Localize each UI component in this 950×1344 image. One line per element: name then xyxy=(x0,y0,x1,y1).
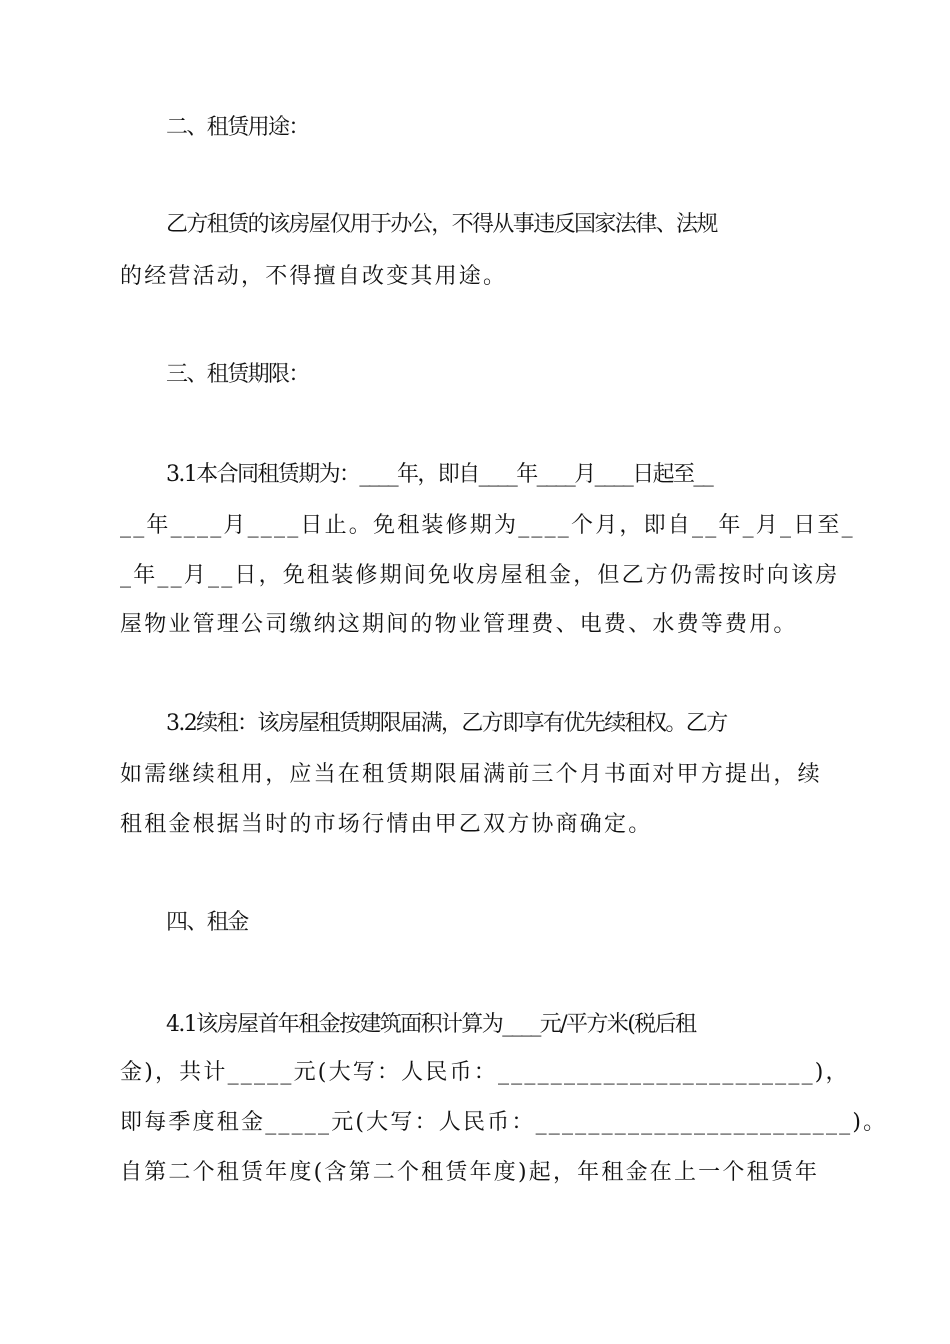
clause-3-2-line-2: 如需继续租用，应当在租赁期限届满前三个月书面对甲方提出，续 xyxy=(120,762,822,787)
section-3-heading: 三、租赁期限： xyxy=(166,362,309,387)
clause-4-1-line-2: 金)，共计_____元(大写：人民币：________________________)， xyxy=(120,1060,850,1085)
section-2-heading: 二、租赁用途： xyxy=(166,115,309,140)
clause-3-1-line-4: 屋物业管理公司缴纳这期间的物业管理费、电费、水费等费用。 xyxy=(120,612,798,637)
clause-3-2-line-1: 3.2续租：该房屋租赁期限届满，乙方即享有优先续租权。乙方 xyxy=(166,711,727,736)
section-2-line-2: 的经营活动，不得擅自改变其用途。 xyxy=(120,264,508,289)
clause-3-2-line-3: 租租金根据当时的市场行情由甲乙双方协商确定。 xyxy=(120,812,653,837)
clause-3-1-line-2: __年____月____日止。免租装修期为____个月，即自__年_月_日至_ xyxy=(120,513,855,538)
clause-3-1-line-3: _年__月__日，免租装修期间免收房屋租金，但乙方仍需按时向该房 xyxy=(120,563,840,588)
clause-4-1-line-3: 即每季度租金_____元(大写：人民币：________________________)。 xyxy=(120,1110,888,1135)
clause-3-1-line-1: 3.1本合同租赁期为：____年，即自____年____月____日起至__ xyxy=(166,462,713,487)
clause-4-1-line-4: 自第二个租赁年度(含第二个租赁年度)起，年租金在上一个租赁年 xyxy=(120,1160,820,1185)
section-2-line-1: 乙方租赁的该房屋仅用于办公，不得从事违反国家法律、法规 xyxy=(166,212,717,237)
section-4-heading: 四、租金 xyxy=(166,910,248,935)
clause-4-1-line-1: 4.1该房屋首年租金按建筑面积计算为____元/平方米(税后租 xyxy=(166,1012,696,1037)
